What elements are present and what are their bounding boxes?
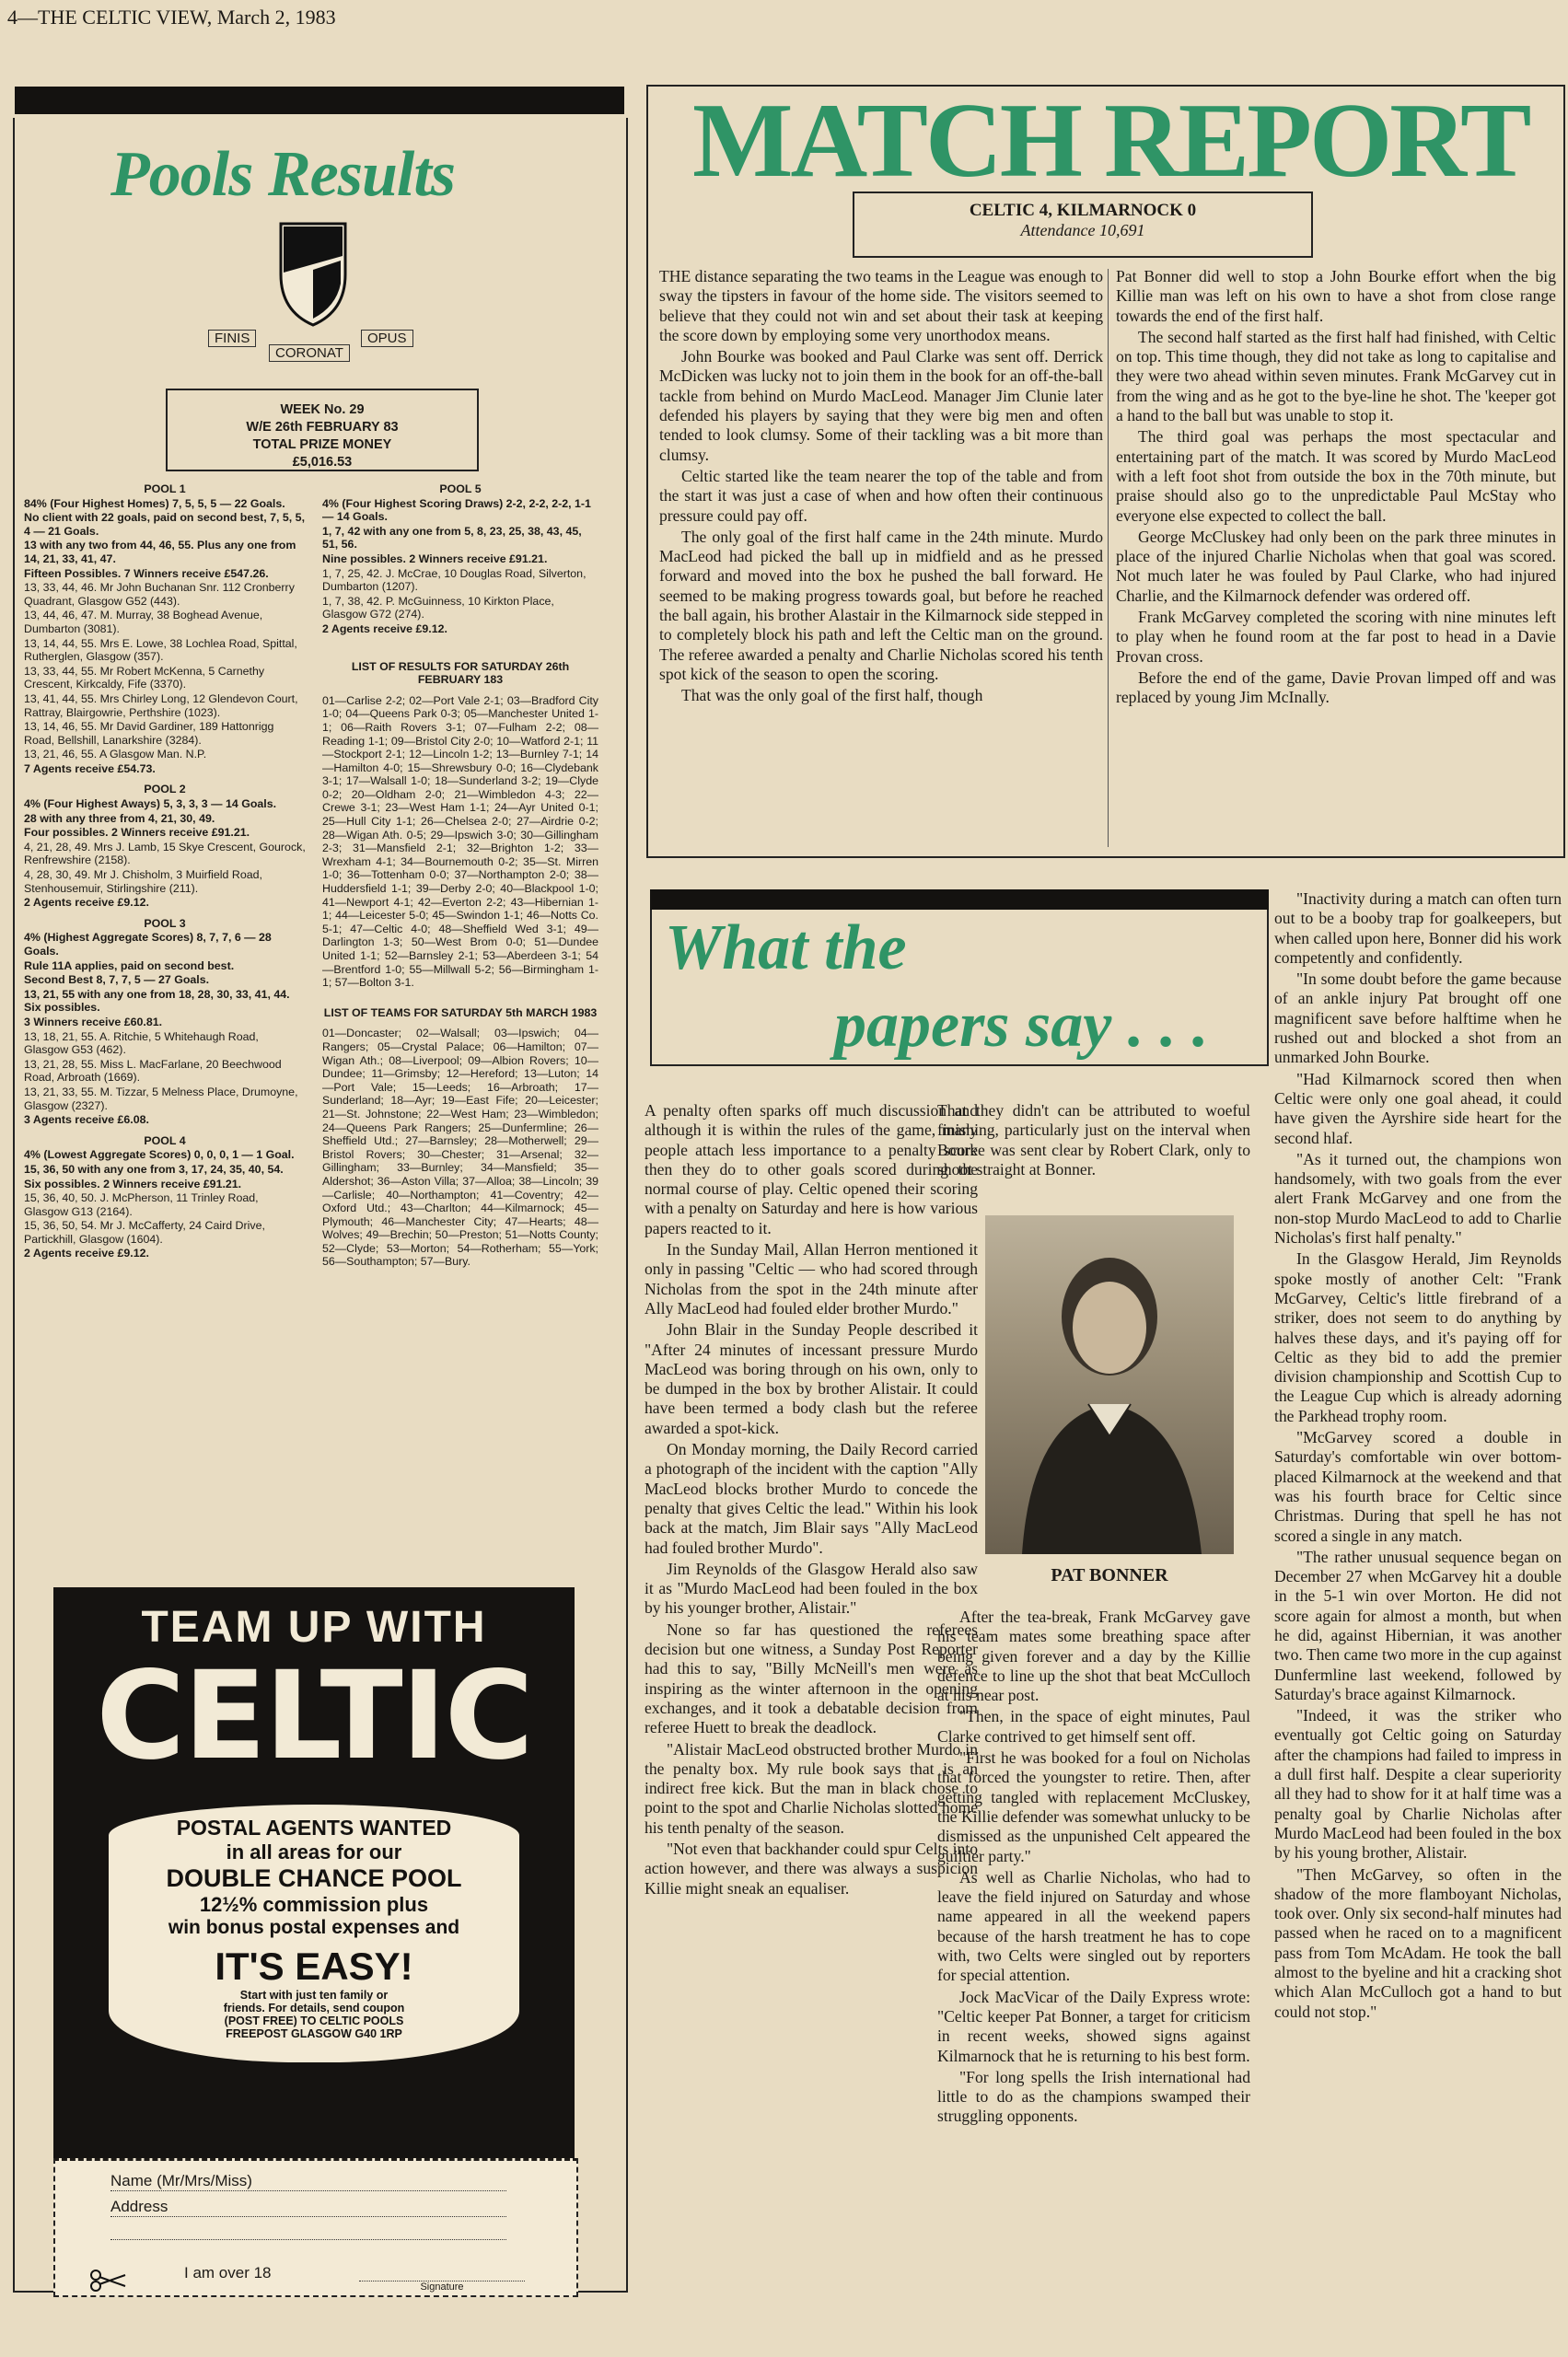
pool-3-line: 3 Winners receive £60.81. [24,1015,163,1028]
coupon-age-field[interactable] [184,2264,272,2282]
papers-paragraph: A penalty often sparks off much discussion and although it is within the rules of the game, many people attach less importance to a penalty score then they do to other goals scored during the normal course of play. Celtic opened their scoring with a penalty on Saturday and here is how various papers reacted to it. [645,1101,978,1237]
advert-line: 12½% commission plus [199,1893,429,1916]
coupon-form [53,2158,578,2297]
papers-paragraph: As well as Charlie Nicholas, who had to leave the field injured on Saturday and whose name appeared in all the weekend papers because of the harsh treatment he has to cope with, two Celts were singled out by reporters for special attention. [937,1867,1250,1985]
pool-4-heading: POOL 4 [144,1133,186,1147]
crest-scroll-right: OPUS [361,330,413,347]
match-score: CELTIC 4, KILMARNOCK 0 [969,201,1197,220]
teams-heading: LIST OF TEAMS FOR SATURDAY 5th MARCH 1983 [323,1005,598,1019]
pool-1-line: Fifteen Possibles. 7 Winners receive £547.26. [24,566,269,580]
pool-4-line: 2 Agents receive £9.12. [24,1247,149,1260]
pool-1-line: 13, 33, 44, 55. Mr Robert McKenna, 5 Carnethy Crescent, Kirkcaldy, Fife (3370). [24,664,265,691]
papers-paragraph: None so far has questioned the referees decision but one witness, a Sunday Post Reporter had this to say, "Billy McNeill's men were as inspiring as the winter afternoon in the opening exchanges, and it took a debatable decision from referee Huett to break the deadlock. [645,1620,978,1737]
pool-1-line: 13, 33, 44, 46. Mr John Buchanan Snr. 112 Cronberry Quadrant, Glasgow G52 (443). [24,581,295,608]
advert-bottom-bar [53,2066,575,2158]
pool-4 [24,1134,306,1260]
papers-paragraph: John Blair in the Sunday People described it "After 24 minutes of incessant pressure Murdo MacLeod was boring through on his own, only to be dumped in the box by brother Alistair. It could have been termed a body clash but the referee awarded a spot-kick. [645,1320,978,1437]
week-ending: W/E 26th FEBRUARY 83 [246,420,399,435]
coupon-signature-line[interactable] [359,2281,525,2293]
papers-paragraph: "Not even that backhander could spur Celts into action however, and there was always a suspicion Killie might sneak an equaliser. [645,1839,978,1898]
advert-small: Start with just ten family or [239,1989,389,2002]
advert-line: in all areas for our [226,1840,402,1864]
pool-3-line: Rule 11A applies, paid on second best. [24,958,235,972]
match-paragraph: Frank McGarvey completed the scoring with nine minutes left to play when he found room at the far post to head in a Davie Provan cross. [1116,608,1556,666]
pool-1-line: 13, 44, 46, 47. M. Murray, 38 Boghead Avenue, Dumbarton (3081). [24,609,263,635]
advert-logo: CELTIC [96,1645,532,1787]
papers-paragraph: "Indeed, it was the striker who eventually got Celtic going on Saturday after the champions had failed to impress in a dull first half. Despite a clear superiority all they had to show for it at half time was a penalty goal by Charlie Nicholas after Murdo MacLeod had been fouled in the box by his young brother, Alistair. [1274,1706,1562,1863]
match-paragraph: That was the only goal of the first half, though [681,686,983,705]
advert-copy [109,1816,519,2040]
papers-paragraph: On Monday morning, the Daily Record carried a photograph of the incident with the caption "Ally MacLeod blocks brother Murdo to concede the penalty that gives Celtic the lead." Within his look back at the match, Jim Blair says "Ally MacLeod had fouled brother Murdo". [645,1440,978,1557]
pool-1-line: 13, 14, 44, 55. Mrs E. Lowe, 38 Lochlea Road, Spittal, Rutherglen, Glasgow (357). [24,636,297,664]
match-paragraph: The second half started as the first half had finished, with Celtic on top. This time though, they did not take as long to capitalise and they were two ahead within seven minutes. Frank McGarvey cut in from the wing and as he got to the bye-line he shot. The 'keeper got a hand to the ball but was unable to stop it. [1116,327,1556,425]
pool-5-line: 4% (Four Highest Scoring Draws) 2-2, 2-2, 2-2, 1-1 — 14 Goals. [322,496,591,524]
pool-1-heading: POOL 1 [144,482,186,495]
pool-2-heading: POOL 2 [144,783,186,796]
match-column-rule [1108,269,1109,847]
coupon-name-field[interactable] [110,2172,506,2191]
pool-3-line: 13, 18, 21, 55. A. Ritchie, 5 Whitehaugh Road, Glasgow G53 (462). [24,1029,259,1057]
pool-3-line: 13, 21, 55 with any one from 18, 28, 30, 33, 41, 44. Six possibles. [24,987,290,1015]
pool-3-line: 13, 21, 28, 55. Miss L. MacFarlane, 20 Beechwood Road, Arbroath (1669). [24,1057,282,1085]
match-attendance: Attendance 10,691 [1020,221,1145,239]
pat-bonner-photo [985,1215,1234,1554]
advert-line: win bonus postal expenses and [168,1917,460,1938]
pool-2-line: 4% (Four Highest Aways) 5, 3, 3, 3 — 14 Goals. [24,797,277,811]
score-box [853,192,1313,258]
papers-paragraph: "McGarvey scored a double in Saturday's comfortable win over bottom-placed Kilmarnock at the weekend and that was his fourth brace for Celtic since Christmas. During that spell he has not scored a single in any match. [1274,1428,1562,1545]
papers-paragraph: In the Glasgow Herald, Jim Reynolds spoke mostly of another Celt: "Frank McGarvey, Celtic's little firebrand of a striker, does not seem to do anything by halves these days, and it's paying off for Celtic as they bid to add the premier division championship and Scottish Cup to the League Cup which is already adorning the Parkhead trophy room. [1274,1249,1562,1425]
pool-5-line: Nine possibles. 2 Winners receive £91.21. [322,552,548,565]
papers-paragraph: Jim Reynolds of the Glasgow Herald also saw it as "Murdo MacLeod had been fouled in the box by his younger brother, Alistair." [645,1559,978,1618]
papers-paragraph: "Alistair MacLeod obstructed brother Murdo in the penalty box. My rule book says that is an indirect free kick. But the man in black chose to point to the spot and Charlie Nicholas slotted home his tenth penalty of the season. [645,1739,978,1837]
papers-paragraph: In the Sunday Mail, Allan Herron mentioned it only in passing "Celtic — who had scored through Nicholas from the spot in the 24th minute after Ally MacLeod had fouled elder brother Murdo." [645,1240,978,1318]
pool-5-line: 2 Agents receive £9.12. [322,621,447,635]
papers-paragraph: "As it turned out, the champions won handsomely, with two goals from the ever alert Frank McGarvey and one from the non-stop Murdo MacLeod to add to Charlie Nicholas's first half penalty." [1274,1149,1562,1248]
pool-3-heading: POOL 3 [144,916,186,930]
week-box [166,389,479,471]
match-report-column-2 [1116,267,1556,710]
pool-4-line: 15, 36, 50 with any one from 3, 17, 24, 35, 40, 54. [24,1162,284,1176]
coupon-address-label: Address [110,2198,168,2215]
papers-paragraph: Jock MacVicar of the Daily Express wrote: "Celtic keeper Pat Bonner, a target for criticism in recent weeks, showed signs against Kilmarnock that he is returning to his best form. [937,1987,1250,2065]
pool-3 [24,917,306,1127]
coupon-address-field[interactable] [110,2198,506,2217]
pool-1-line: 13, 41, 44, 55. Mrs Chirley Long, 12 Glendevon Court, Rattray, Blairgowrie, Perthshire (1023). [24,691,298,719]
pool-5-line: 1, 7, 38, 42. P. McGuinness, 10 Kirkton Place, Glasgow G72 (274). [322,594,554,621]
advert-small: (POST FREE) TO CELTIC POOLS [224,2014,404,2027]
pool-4-line: 4% (Lowest Aggregate Scores) 0, 0, 0, 1 — 1 Goal. [24,1148,295,1162]
pools-title: Pools Results [110,139,456,210]
match-paragraph: Before the end of the game, Davie Provan limped off and was replaced by young Jim McInally. [1116,668,1556,707]
papers-paragraph: "In some doubt before the game because of an ankle injury Pat brought off one magnificent save before halftime when he rushed out and blocked a shot from an unmarked John Bourke. [1274,970,1562,1067]
pool-5-line: 1, 7, 42 with any one from 5, 8, 23, 25, 38, 43, 45, 51, 56. [322,524,582,552]
papers-paragraph: "For long spells the Irish international had little to do as the champions swamped their struggling opponents. [937,2067,1250,2126]
papers-paragraph: "Had Kilmarnock scored then when Celtic were only one goal ahead, it could have given the Ayrshire side heart for the second hlaf. [1274,1069,1562,1147]
match-paragraph: THE distance separating the two teams in the League was enough to sway the tipsters in favour of the home side. The visitors seemed to believe that they could not win and set about their task at keeping the score down by employing some very unorthodox means. [659,267,1103,344]
celtic-pools-advert [53,1587,575,2158]
results-heading: LIST OF RESULTS FOR SATURDAY 26th FEBRUARY 183 [351,659,570,687]
coupon-age-label: I am over 18 [184,2264,272,2282]
papers-paragraph: "First he was booked for a foul on Nicholas that forced the youngster to retire. Then, after getting tangled with replacement McCluskey, the Killie defender was somewhat unlucky to be dismissed as the unpunished Celt appeared the guiltier party." [937,1748,1250,1865]
match-paragraph: George McCluskey had only been on the park three minutes in place of the injured Charlie Nicholas when that goal was scored. Not much later he was fouled by Paul Clarke, who had injured Charlie, and the Kilmarnock defender was ordered off. [1116,527,1556,605]
coupon-address-line[interactable] [110,2238,506,2240]
pool-1-line: 13, 14, 46, 55. Mr David Gardiner, 189 Hattonrigg Road, Bellshill, Lanarkshire (3284). [24,720,274,747]
pool-2-line: 4, 21, 28, 49. Mrs J. Lamb, 15 Skye Crescent, Gourock, Renfrewshire (2158). [24,840,306,867]
pools-crest-icon [276,219,350,330]
results-list: 01—Carlise 2-2; 02—Port Vale 2-1; 03—Bradford City 1-0; 04—Queens Park 0-3; 05—Manchester United 1-1; 06—Raith Rovers 3-1; 07—Fulham 2-2; 08—Reading 1-1; 09—Bristol City 2-0; 10—Watford 2-1; 11—Stockport 2-1; 12—Lincoln 1-2; 13—Burnley 7-1; 14—Hamilton 4-0; 15—Shrewsbury 0-0; 16—Clydebank 3-1; 17—Walsall 1-0; 18—Sunderland 3-2; 19—Clyde 0-2; 20—Oldham 2-0; 21—Wimbledon 4-3; 22—Crewe 3-1; 23—West Ham 1-1; 24—Ayr United 0-1; 25—Hull City 1-1; 26—Chelsea 2-0; 27—Airdrie 0-2; 28—Wigan Ath. 0-5; 29—Ipswich 3-0; 30—Gillingham 2-3; 31—Mansfield 2-1; 32—Brighton 1-2; 33—Wrexham 4-1; 34—Bournemouth 0-2; 35—St. Mirren 1-0; 36—Tottenham 0-0; 37—Northampton 2-0; 38—Huddersfield 1-1; 39—Derby 2-0; 40—Blackpool 1-0; 41—Newport 4-1; 42—Everton 2-2; 43—Hibernian 1-1; 44—Leicester 5-0; 45—Swindon 1-1; 46—Notts Co. 5-1; 47—Celtic 4-0; 48—Sheffield Wed 3-1; 49—Darlington 1-3; 50—West Brom 0-0; 51—Dundee United 1-1; 52—Barnsley 2-1; 53—Aberdeen 3-1; 54—Brentford 1-0; 55—Millwall 5-2; 56—Birmingham 1-1; 57—Bolton 3-1. [322,693,598,990]
papers-paragraph: "The rather unusual sequence began on December 27 when McGarvey hit a double in the 5-1 win over Morton. He did not score again for almost a month, but when he did, against Hibernian, it was another two. Then came two more in the cup against Dunfermline last weekend, followed by Saturday's brace against Kilmarnock. [1274,1547,1562,1703]
prize-money-label: TOTAL PRIZE MONEY [252,437,392,452]
pool-2 [24,783,306,909]
scissors-icon [90,2270,127,2292]
pool-1 [24,482,306,775]
papers-column-2-top [937,1101,1250,1181]
match-report-title: MATCH REPORT [692,82,1529,200]
prize-money-value: £5,016.53 [292,455,353,470]
papers-paragraph: "Then McGarvey, so often in the shadow of the more flamboyant Nicholas, took over. Only six second-half minutes had passed when he raced on to a magnificent pass from Tom McAdam. He took the ball almost to the byeline and hit a cracking shot which Alan McCulloch got a hand to but could not stop." [1274,1864,1562,2021]
pool-5-heading: POOL 5 [439,482,482,495]
match-paragraph: Celtic started like the team nearer the top of the table and from the start it was just a case of when and how often their continuous pressure could pay off. [659,466,1103,525]
pools-top-bar [15,87,624,114]
pool-5 [322,482,598,636]
pool-3-line: 3 Agents receive £6.08. [24,1113,149,1127]
pool-3-line: 13, 21, 33, 55. M. Tizzar, 5 Melness Place, Drumoyne, Glasgow (2327). [24,1085,298,1112]
page-folio: 4—THE CELTIC VIEW, March 2, 1983 [7,6,336,29]
match-paragraph: Pat Bonner did well to stop a John Bourke effort when the big Killie man was left on his own to have a shot from close range towards the end of the first half. [1116,267,1556,325]
coupon-signature-label: Signature [420,2282,464,2293]
papers-paragraph: "Then, in the space of eight minutes, Paul Clarke contrived to get himself sent off. [937,1707,1250,1746]
papers-paragraph: "Inactivity during a match can often turn out to be a booby trap for goalkeepers, but when called upon here, Bonner did his work competently and confidently. [1274,889,1562,967]
pool-2-line: 2 Agents receive £9.12. [24,896,149,910]
match-paragraph: John Bourke was booked and Paul Clarke was sent off. Derrick McDicken was lucky not to join them in the book for an off-the-ball tackle from behind on Murdo MacLeod. Manager Jim Clunie later defended his players by saying that they were big men and often tended to look clumsy. Some of their tackling was a bit more than clumsy. [659,347,1103,464]
player-portrait-icon [985,1215,1234,1554]
pool-1-line: 7 Agents receive £54.73. [24,761,156,775]
pool-2-line: Four possibles. 2 Winners receive £91.21. [24,826,250,840]
advert-headline: TEAM UP WITH [141,1603,487,1652]
match-report-column-1 [659,267,1103,708]
pool-5-line: 1, 7, 25, 42. J. McCrae, 10 Douglas Road, Silverton, Dumbarton (1207). [322,566,587,594]
pool-2-line: 4, 28, 30, 49. Mr J. Chisholm, 3 Muirfield Road, Stenhousemuir, Stirlingshire (211). [24,868,262,895]
papers-top-bar [650,889,1269,910]
papers-column-1 [645,1101,978,1900]
coupon-name-label: Name (Mr/Mrs/Miss) [110,2172,252,2189]
pools-column-2 [322,482,598,1270]
match-paragraph: The only goal of the first half came in the 24th minute. Murdo MacLeod had picked the ball up in midfield and as he pressed forward and moved into the box he pushed the ball forward. He seemed to be making progress towards goal, but before he reached the ball again, his brother Alastair in the Kilmarnock side stepped in to completely block his path and left the Celtic man on the ground. The referee awarded a penalty and Charlie Nicholas scored his tenth spot kick of the season to open the scoring. [659,527,1103,683]
pool-4-line: 15, 36, 50, 54. Mr J. McCafferty, 24 Caird Drive, Partickhill, Glasgow (1604). [24,1219,265,1246]
match-paragraph: The third goal was perhaps the most spectacular and entertaining part of the match. It was scored by Murdo MacLeod with a left foot shot from outside the box in the 70th minute, but praise should also go to the unpredictable Paul McStay who everyone else expected to collect the ball. [1116,427,1556,525]
papers-paragraph: That they didn't can be attributed to woeful finishing, particularly just on the interval when Bourke was sent clear by Robert Clark, only to shoot straight at Bonner. [937,1101,1250,1178]
week-number: WEEK No. 29 [280,402,365,417]
pool-1-line: 13, 21, 46, 55. A Glasgow Man. N.P. [24,748,207,761]
pool-3-line: 4% (Highest Aggregate Scores) 8, 7, 7, 6 — 28 Goals. [24,931,272,958]
pool-4-line: 15, 36, 40, 50. J. McPherson, 11 Trinley Road, Glasgow G13 (2164). [24,1191,259,1218]
papers-paragraph: After the tea-break, Frank McGarvey gave his team mates some breathing space after being given forever and a day by the Killie defence to line up the shot that beat McCulloch at his near post. [937,1608,1250,1705]
pools-column-1 [24,482,306,1261]
advert-small: friends. For details, send coupon [223,2002,405,2014]
papers-column-3 [1274,889,1562,2024]
pool-1-line: 13 with any two from 44, 46, 55. Plus any one from 14, 21, 33, 41, 47. [24,539,296,565]
advert-small: FREEPOST GLASGOW G40 1RP [226,2027,402,2040]
teams-list: 01—Doncaster; 02—Walsall; 03—Ipswich; 04—Rangers; 05—Crystal Palace; 06—Hamilton; 07—Wigan Ath.; 08—Liverpool; 09—Albion Rovers; 10—Dundee; 11—Grimsby; 12—Hereford; 13—Luton; 14—Port Vale; 15—Leeds; 16—Arbroath; 17—Sunderland; 18—Ayr; 19—East Fife; 20—Leicester; 21—St. Johnstone; 22—West Ham; 23—Wimbledon; 24—Queens Park Rangers; 25—Dunfermline; 26—Sheffield Utd.; 27—Barnsley; 28—Motherwell; 29—Bristol Rovers; 30—Chester; 31—Arsenal; 32—Gillingham; 33—Burnley; 34—Mansfield; 35—Aldershot; 36—Aston Villa; 37—Alloa; 38—Lincoln; 39—Carlisle; 40—Northampton; 41—Coventry; 42—Oxford Utd.; 43—Charlton; 44—Kilmarnock; 45—Plymouth; 46—Manchester City; 47—Hearts; 48—Wolves; 49—Brechin; 50—Preston; 51—Notts County; 52—Clyde; 53—Morton; 54—Rotherham; 55—York; 56—Southampton; 57—Bury. [322,1027,598,1269]
pool-1-line: 84% (Four Highest Homes) 7, 5, 5, 5 — 22 Goals. [24,496,285,510]
advert-line: DOUBLE CHANCE POOL [166,1864,462,1892]
pool-4-line: Six possibles. 2 Winners receive £91.21. [24,1177,242,1190]
photo-caption: PAT BONNER [1051,1565,1168,1585]
pool-1-line: No client with 22 goals, paid on second best, 7, 5, 5, 4 — 21 Goals. [24,511,306,538]
crest-scroll-left: FINIS [208,330,256,347]
papers-title-line-2: papers say . . . [834,990,1209,1061]
papers-title-line-1: What the [665,912,907,983]
pool-2-line: 28 with any three from 4, 21, 30, 49. [24,811,215,825]
advert-line: POSTAL AGENTS WANTED [176,1816,452,1840]
advert-easy: IT'S EASY! [215,1945,413,1988]
crest-scroll-middle: CORONAT [269,344,350,362]
papers-column-2-bottom [937,1608,1250,2129]
pool-3-line: Second Best 8, 7, 7, 5 — 27 Goals. [24,973,210,987]
